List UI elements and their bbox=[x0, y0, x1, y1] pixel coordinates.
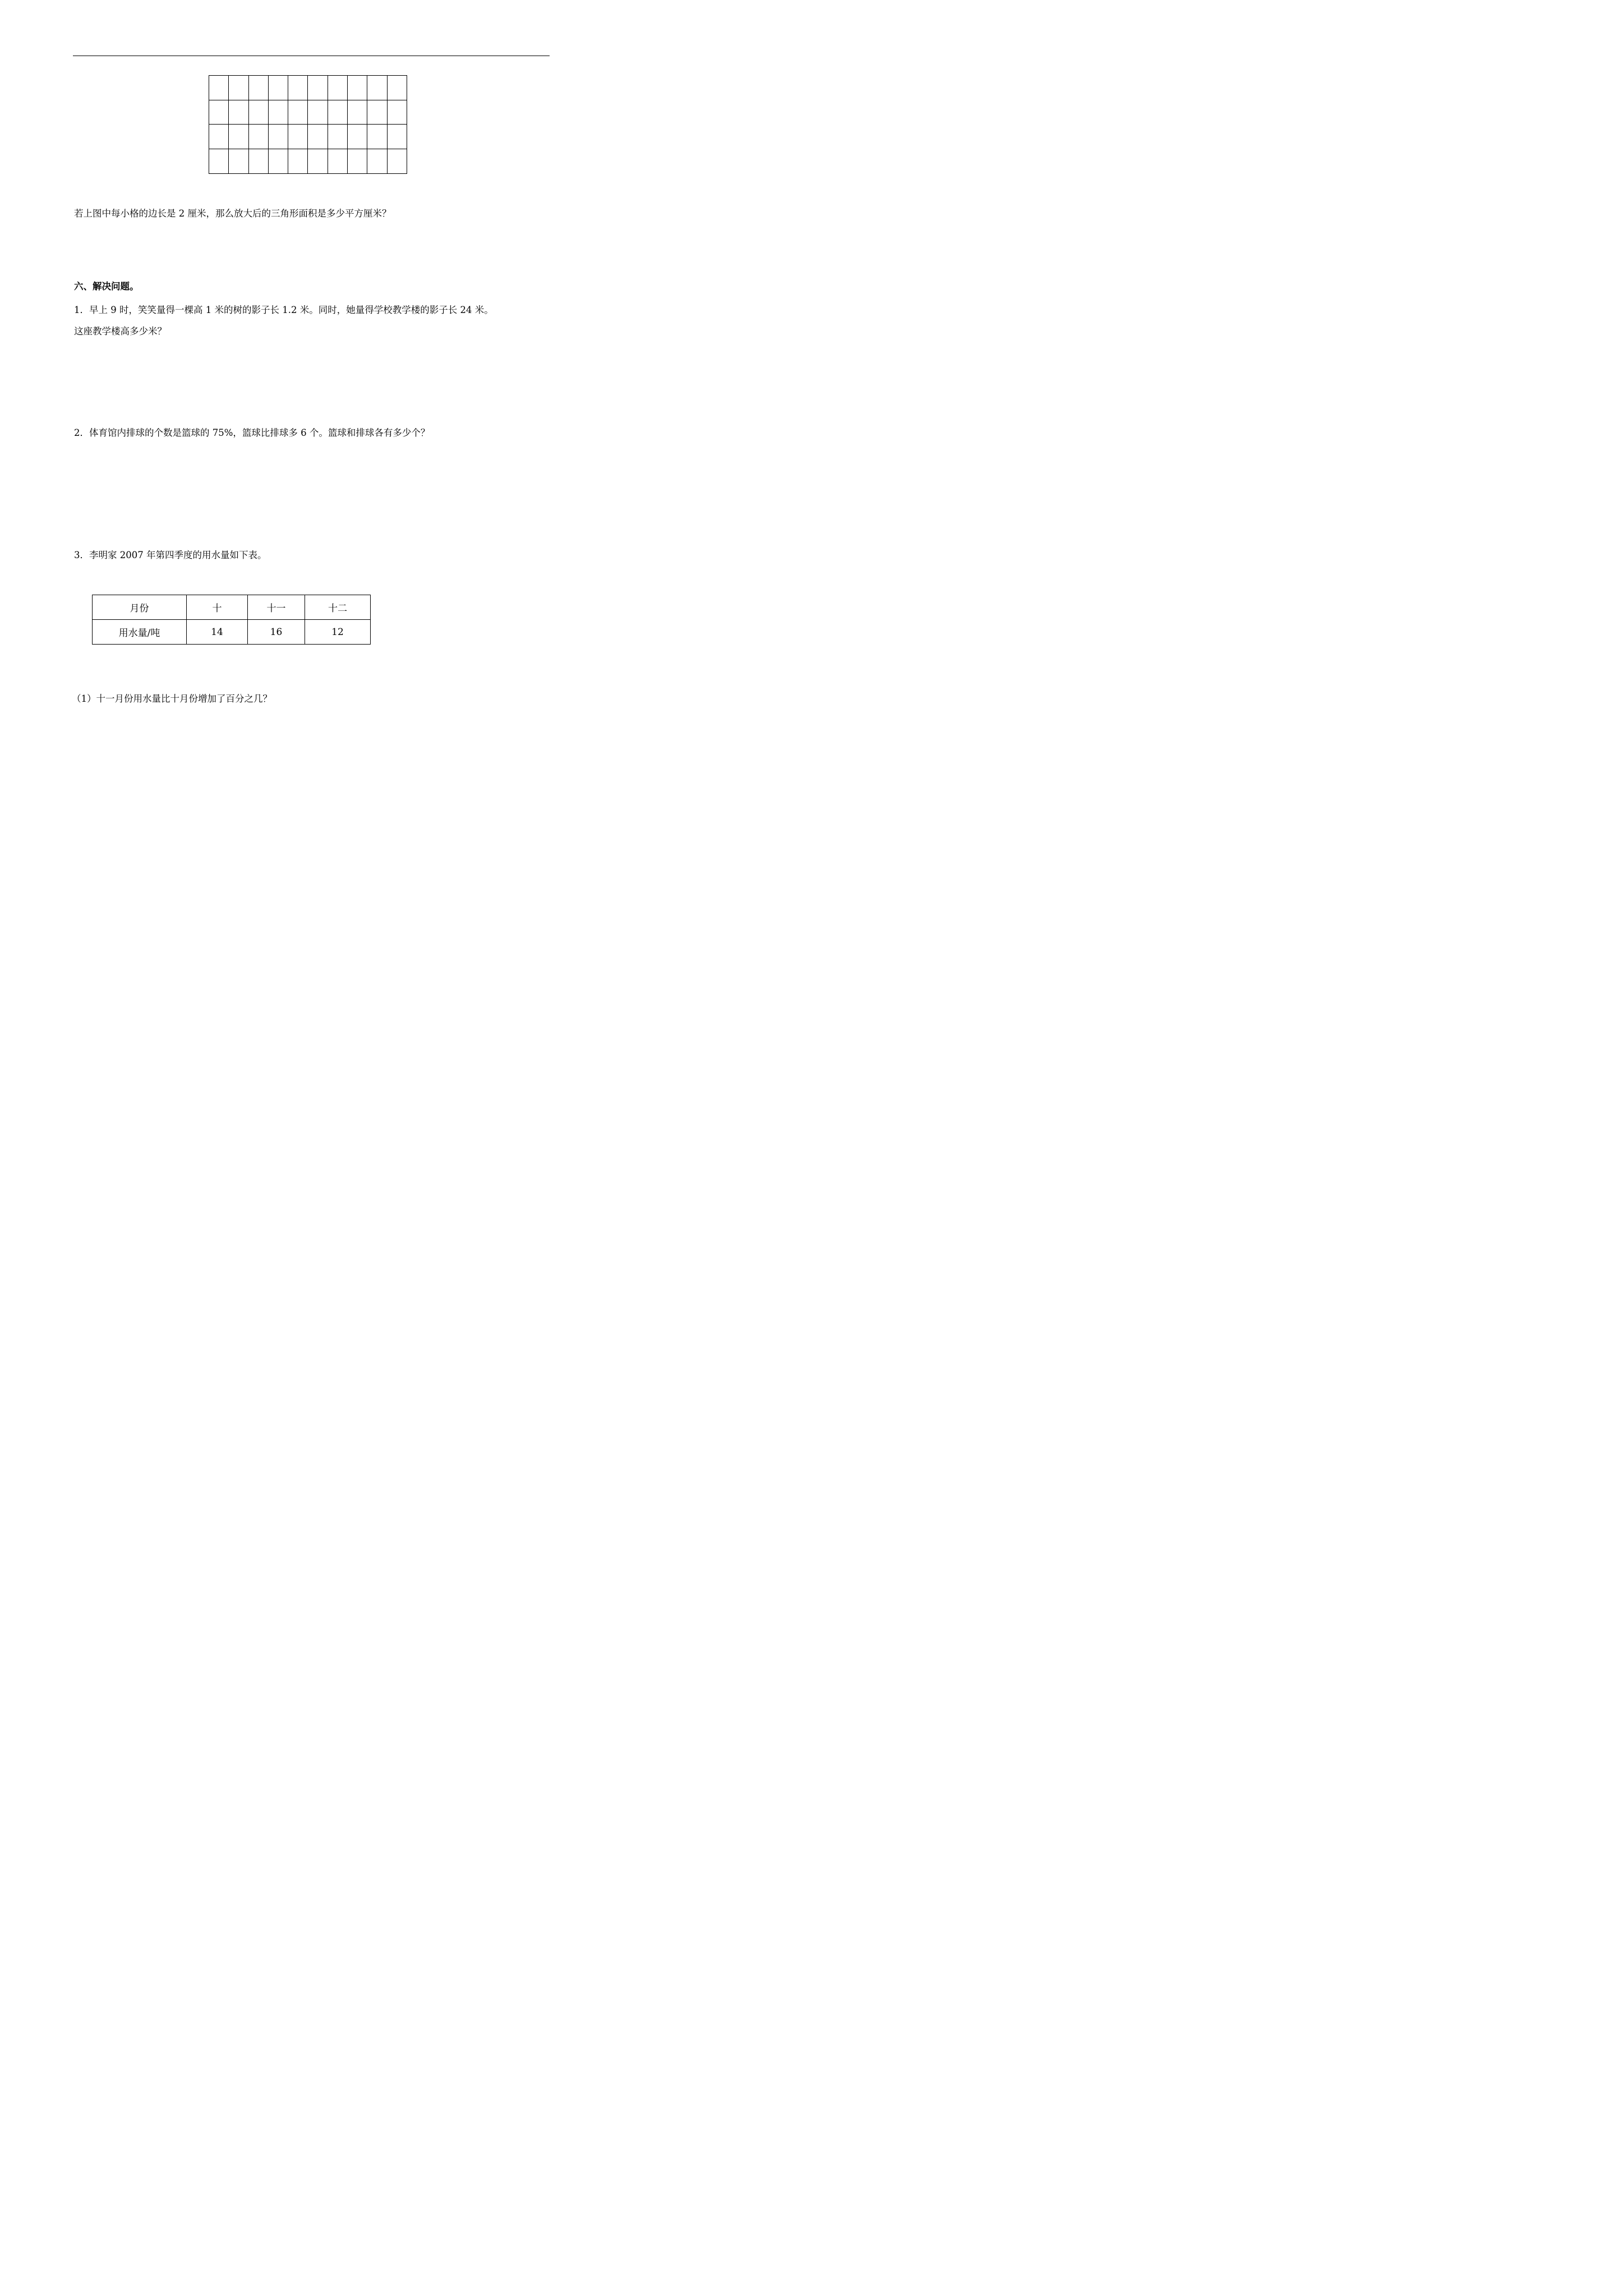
grid-cell bbox=[268, 100, 288, 125]
grid-cell bbox=[308, 76, 328, 100]
grid-cell bbox=[348, 100, 367, 125]
grid-cell bbox=[209, 149, 229, 174]
usage-row-label: 用水量/吨 bbox=[93, 620, 187, 645]
grid-cell bbox=[328, 125, 347, 149]
square-grid bbox=[209, 75, 407, 174]
grid-row bbox=[209, 76, 407, 100]
month-cell: 十一 bbox=[248, 595, 305, 620]
grid-cell bbox=[229, 125, 248, 149]
grid-cell bbox=[308, 149, 328, 174]
table-row bbox=[93, 595, 371, 620]
question-3-sub-1: （1）十一月份用水量比十月份增加了百分之几？ bbox=[72, 693, 272, 704]
grid-cell bbox=[229, 100, 248, 125]
grid-cell bbox=[229, 149, 248, 174]
area-question: 若上图中每小格的边长是 2 厘米，那么放大后的三角形面积是多少平方厘米？ bbox=[74, 208, 391, 219]
grid-cell bbox=[328, 76, 347, 100]
grid-row bbox=[209, 125, 407, 149]
header-month-label: 月份 bbox=[93, 595, 187, 620]
usage-value-cell: 16 bbox=[248, 620, 305, 645]
grid-cell bbox=[248, 100, 268, 125]
question-1-line-2: 这座教学楼高多少米？ bbox=[74, 326, 167, 337]
grid-cell bbox=[248, 76, 268, 100]
grid-cell bbox=[288, 100, 308, 125]
grid-cell bbox=[229, 76, 248, 100]
usage-value-cell: 14 bbox=[187, 620, 248, 645]
grid-cell bbox=[387, 149, 407, 174]
month-cell: 十 bbox=[187, 595, 248, 620]
grid-cell bbox=[288, 125, 308, 149]
grid-cell bbox=[328, 100, 347, 125]
grid-cell bbox=[367, 100, 387, 125]
grid-cell bbox=[288, 76, 308, 100]
question-1-line-1: 1．早上 9 时，笑笑量得一棵高 1 米的树的影子长 1.2 米。同时，她量得学校教学楼的影子长 24 米。 bbox=[74, 305, 494, 315]
grid-cell bbox=[308, 125, 328, 149]
grid-cell bbox=[348, 149, 367, 174]
grid-row bbox=[209, 100, 407, 125]
grid-cell bbox=[387, 100, 407, 125]
grid-cell bbox=[288, 149, 308, 174]
usage-value-cell: 12 bbox=[305, 620, 371, 645]
grid-cell bbox=[209, 100, 229, 125]
table-row bbox=[93, 620, 371, 645]
section-six-title: 六、解决问题。 bbox=[74, 281, 139, 292]
grid-cell bbox=[209, 125, 229, 149]
grid-cell bbox=[209, 76, 229, 100]
question-2: 2．体育馆内排球的个数是篮球的 75%，篮球比排球多 6 个。篮球和排球各有多少个？ bbox=[74, 427, 430, 438]
grid-cell bbox=[387, 125, 407, 149]
month-cell: 十二 bbox=[305, 595, 371, 620]
grid-cell bbox=[348, 76, 367, 100]
question-3: 3．李明家 2007 年第四季度的用水量如下表。 bbox=[74, 550, 267, 560]
grid-cell bbox=[268, 149, 288, 174]
grid-row bbox=[209, 149, 407, 174]
grid-cell bbox=[367, 76, 387, 100]
grid-cell bbox=[308, 100, 328, 125]
grid-cell bbox=[248, 125, 268, 149]
grid-cell bbox=[348, 125, 367, 149]
grid-cell bbox=[268, 76, 288, 100]
grid-cell bbox=[387, 76, 407, 100]
grid-cell bbox=[367, 125, 387, 149]
grid-cell bbox=[248, 149, 268, 174]
water-usage-table bbox=[92, 595, 371, 645]
grid-cell bbox=[268, 125, 288, 149]
grid-cell bbox=[328, 149, 347, 174]
grid-cell bbox=[367, 149, 387, 174]
